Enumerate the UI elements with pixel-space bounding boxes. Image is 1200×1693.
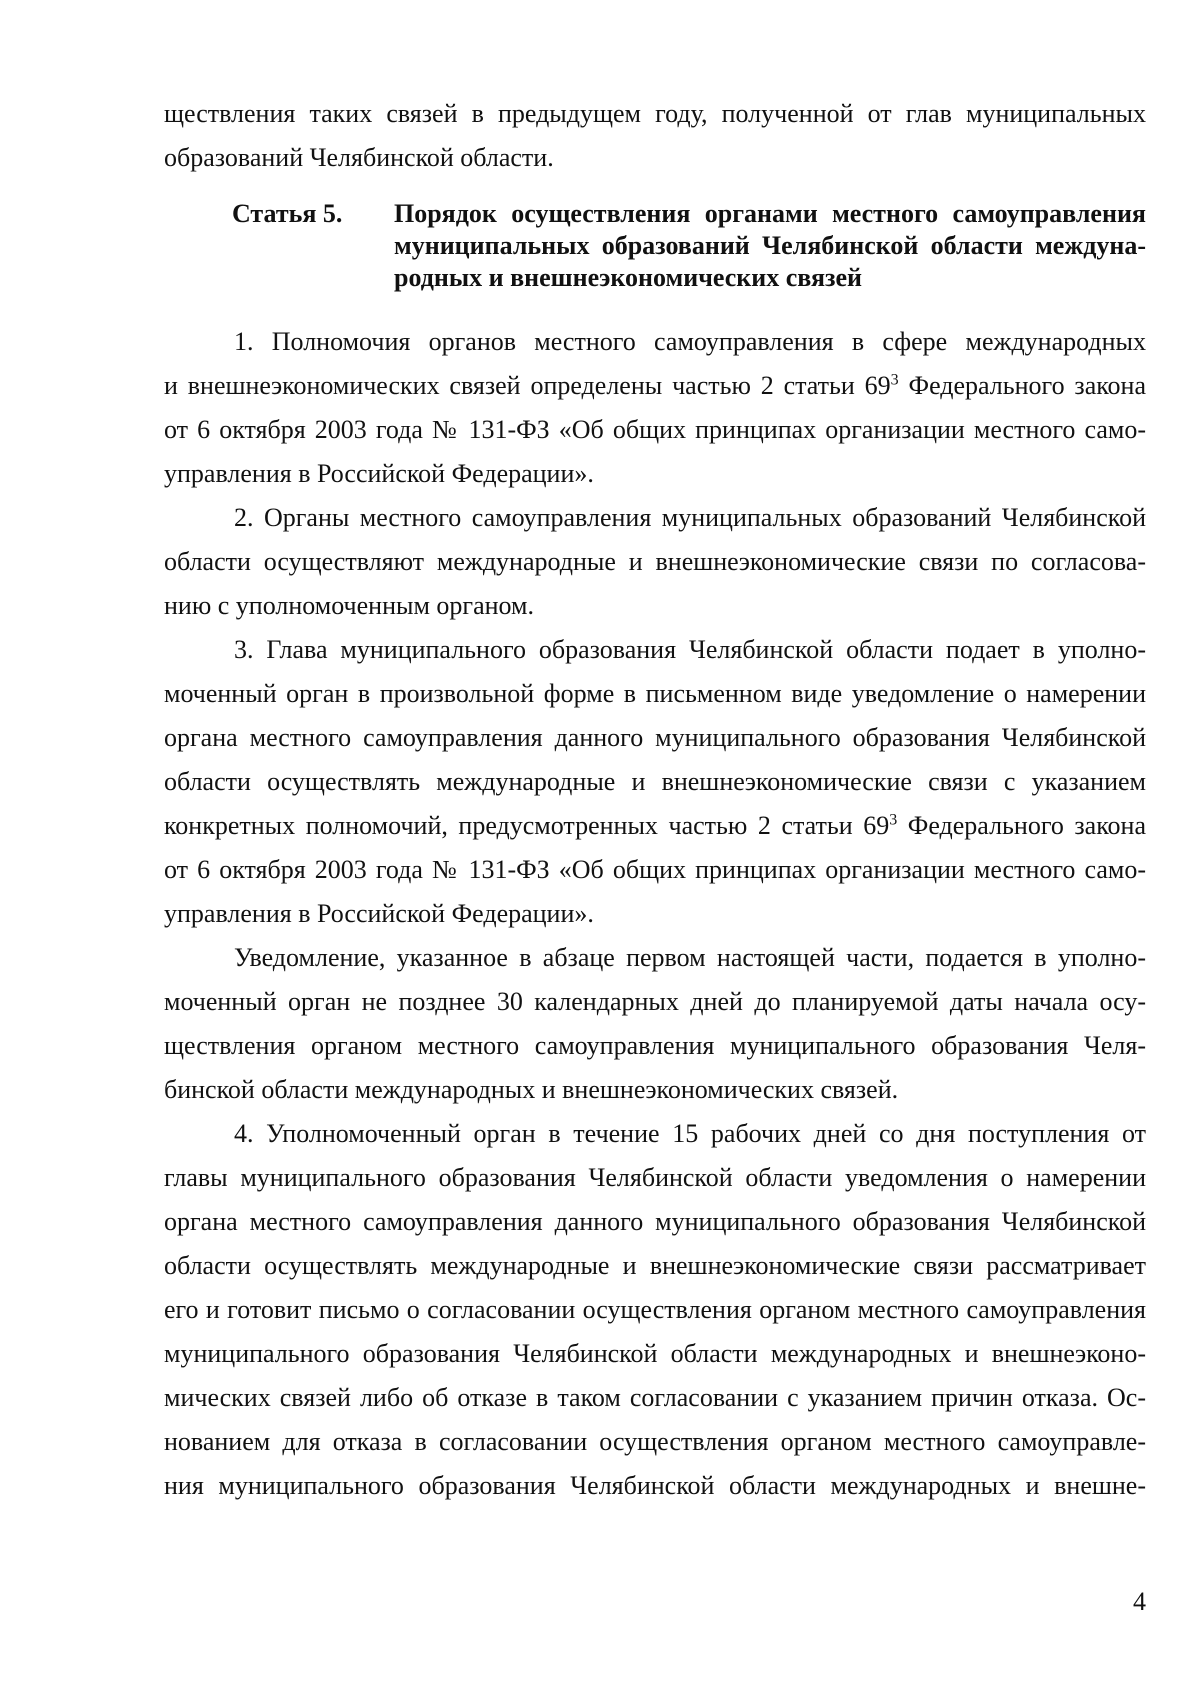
text-run: 2. Органы местного самоуправления муниципальных образований Челябинской (234, 503, 1146, 532)
text-line (164, 364, 1146, 408)
text-run: от 6 октября 2003 года № 131-ФЗ «Об общих принципах организации местного само- (164, 855, 1146, 884)
paragraph (164, 320, 1146, 496)
intro-paragraph (164, 92, 1146, 180)
text-line (164, 1200, 1146, 1244)
text-run: конкретных полномочий, предусмотренных частью 2 статьи 69 (164, 811, 890, 840)
text-line (164, 320, 1146, 364)
paragraph (164, 936, 1146, 1112)
paragraph (164, 496, 1146, 628)
text-run: области осуществлять международные и внешнеэкономические связи с указанием (164, 767, 1146, 796)
text-run: моченный орган в произвольной форме в письменном виде уведомление о намерении (164, 679, 1146, 708)
text-run: области осуществляют международные и внешнеэкономические связи по согласова- (164, 547, 1146, 576)
superscript: 3 (889, 811, 898, 829)
text-run: 4. Уполномоченный орган в течение 15 рабочих дней со дня поступления от (234, 1119, 1146, 1148)
text-line (164, 804, 1146, 848)
text-line (164, 1244, 1146, 1288)
text-line (164, 540, 1146, 584)
text-run: его и готовит письмо о согласовании осуществления органом местного самоуправления (164, 1295, 1146, 1324)
page-number: 4 (1133, 1587, 1146, 1616)
article-title (394, 198, 1146, 294)
text-run: моченный орган не позднее 30 календарных дней до планируемой даты начала осу- (164, 987, 1146, 1016)
text-run: мических связей либо об отказе в таком согласовании с указанием причин отказа. Ос- (164, 1383, 1146, 1412)
text-line (164, 1332, 1146, 1376)
text-run: 3. Глава муниципального образования Челябинской области подает в уполно- (234, 635, 1146, 664)
paragraph (164, 1112, 1146, 1508)
text-run: 1. Полномочия органов местного самоуправления в сфере международных (234, 327, 1146, 356)
article-title-line: муниципальных образований Челябинской области междуна- (394, 231, 1146, 260)
text-line (164, 1288, 1146, 1332)
article-paragraphs (164, 320, 1146, 1508)
document-body (164, 92, 1146, 1508)
text-run: управления в Российской Федерации». (164, 899, 594, 928)
text-line (164, 1024, 1146, 1068)
text-line (164, 1156, 1146, 1200)
text-run: области осуществлять международные и внешнеэкономические связи рассматривает (164, 1251, 1146, 1280)
text-line (164, 1376, 1146, 1420)
text-line (164, 980, 1146, 1024)
text-line (164, 848, 1146, 892)
text-run: Федерального закона (898, 371, 1146, 400)
text-line (164, 92, 1146, 136)
text-run: ществления органом местного самоуправления муниципального образования Челя- (164, 1031, 1146, 1060)
text-run: главы муниципального образования Челябинской области уведомления о намерении (164, 1163, 1146, 1192)
text-run: муниципального образования Челябинской области международных и внешнеэконо- (164, 1339, 1146, 1368)
text-line (164, 452, 1146, 496)
text-line (164, 584, 1146, 628)
text-line (164, 716, 1146, 760)
article-heading (164, 198, 1146, 294)
text-run: органа местного самоуправления данного муниципального образования Челябинской (164, 723, 1146, 752)
article-title-line: родных и внешнеэкономических связей (394, 263, 862, 292)
text-run: Федерального закона (897, 811, 1146, 840)
text-line (164, 1112, 1146, 1156)
text-run: органа местного самоуправления данного муниципального образования Челябинской (164, 1207, 1146, 1236)
text-line (164, 936, 1146, 980)
text-run: от 6 октября 2003 года № 131-ФЗ «Об общих принципах организации местного само- (164, 415, 1146, 444)
text-line (164, 136, 1146, 180)
text-line (164, 496, 1146, 540)
text-run: Уведомление, указанное в абзаце первом настоящей части, подается в уполно- (234, 943, 1146, 972)
text-run: нию с уполномоченным органом. (164, 591, 534, 620)
article-label: Статья 5. (232, 199, 343, 228)
text-run: нованием для отказа в согласовании осуществления органом местного самоуправле- (164, 1427, 1146, 1456)
superscript: 3 (890, 371, 899, 389)
article-title-line: Порядок осуществления органами местного самоуправления (394, 199, 1146, 228)
text-run: ществления таких связей в предыдущем году, полученной от глав муниципальных (164, 99, 1146, 128)
paragraph (164, 628, 1146, 936)
text-run: и внешнеэкономических связей определены частью 2 статьи 69 (164, 371, 891, 400)
text-line (164, 760, 1146, 804)
text-line (164, 1464, 1146, 1508)
text-line (164, 628, 1146, 672)
text-line (164, 1420, 1146, 1464)
text-run: образований Челябинской области. (164, 143, 554, 172)
text-run: бинской области международных и внешнеэкономических связей. (164, 1075, 899, 1104)
text-line (164, 892, 1146, 936)
text-line (164, 1068, 1146, 1112)
text-line (164, 672, 1146, 716)
text-run: управления в Российской Федерации». (164, 459, 594, 488)
text-run: ния муниципального образования Челябинской области международных и внешне- (164, 1471, 1146, 1500)
text-line (164, 408, 1146, 452)
